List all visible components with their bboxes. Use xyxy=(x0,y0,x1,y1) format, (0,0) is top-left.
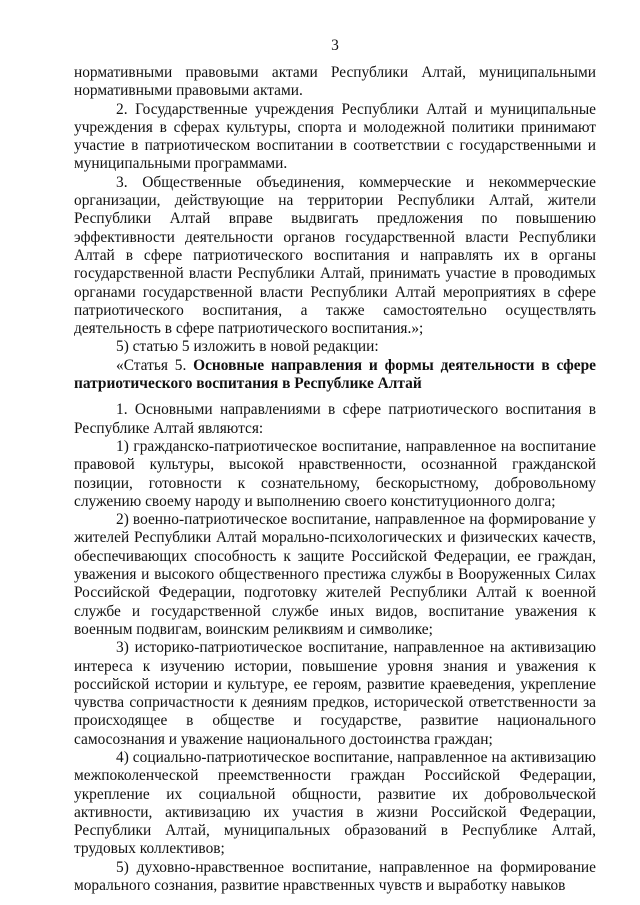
article-5-heading-prefix: «Статья 5. xyxy=(116,356,194,374)
list-item-5: 5) духовно-нравственное воспитание, направленное на формирование морального сознания, развитие нравственных чувств и выработку навыков xyxy=(74,858,596,895)
paragraph-article-5-part-1: 1. Основными направлениями в сфере патриотического воспитания в Республике Алтай являются: xyxy=(74,401,596,437)
list-item-3: 3) историко-патриотическое воспитание, направленное на активизацию интереса к изучению истории, повышение уровня знания и уважения к российской истории и культуре, ее героям, развитие краеведения, укрепление чувства сопричастности к деяниям предков, исторической ответственности за происходящее в обществе и государстве, развитие национального самосознания и уважение национального достоинства граждан; xyxy=(74,639,596,748)
paragraph-amendment-5: 5) статью 5 изложить в новой редакции: xyxy=(116,338,379,356)
list-item-2: 2) военно-патриотическое воспитание, направленное на формирование у жителей Республики Алтай морально-психологических и физических качеств, обеспечивающих способность к защите Российской Федерации, ее граждан, уважения и высокого общественного престижа службы в Вооруженных Силах Российской Федерации, подготовку жителей Республики Алтай к военной службе и государственной службе иных видов, воспитание уважения к военным подвигам, воинским реликвиям и символике; xyxy=(74,511,596,638)
article-5-heading-title: Основные направления и формы деятельности в сфере патриотического воспитания в Республике Алтай xyxy=(74,356,596,393)
paragraph-continuation: нормативными правовыми актами Республики Алтай, муниципальными нормативными правовыми актами. xyxy=(74,64,596,100)
list-item-4: 4) социально-патриотическое воспитание, направленное на активизацию межпоколенческой преемственности граждан Российской Федерации, укрепление их социальной общности, развитие их добровольческой активности, активизацию их участия в жизни Российской Федерации, Республики Алтай, муниципальных образований в Республике Алтай, трудовых коллективов; xyxy=(74,748,596,858)
paragraph-item-3: 3. Общественные объединения, коммерческие и некоммерческие организации, действующие на территории Республики Алтай, жители Республики Алтай вправе выдвигать предложения по повышению эффективности деятельности органов государственной власти Республики Алтай в сфере патриотического воспитания и направлять их в органы государственной власти Республики Алтай, принимать участие в проводимых органами государственной власти Республики Алтай мероприятиях в сфере патриотического воспитания, а также самостоятельно осуществлять деятельность в сфере патриотического воспитания.»; xyxy=(74,173,596,338)
page-number: 3 xyxy=(331,37,339,54)
document-page xyxy=(74,36,596,895)
article-5-heading xyxy=(74,357,596,394)
paragraph-item-2: 2. Государственные учреждения Республики Алтай и муниципальные учреждения в сферах культуры, спорта и молодежной политики принимают участие в патриотическом воспитании в соответствии с государственными и муниципальными программами. xyxy=(74,100,596,173)
list-item-1: 1) гражданско-патриотическое воспитание, направленное на воспитание правовой культуры, высокой нравственности, осознанной гражданской позиции, готовности к сознательному, бескорыстному, добровольному служению своему народу и выполнению своего конституционного долга; xyxy=(74,437,596,510)
